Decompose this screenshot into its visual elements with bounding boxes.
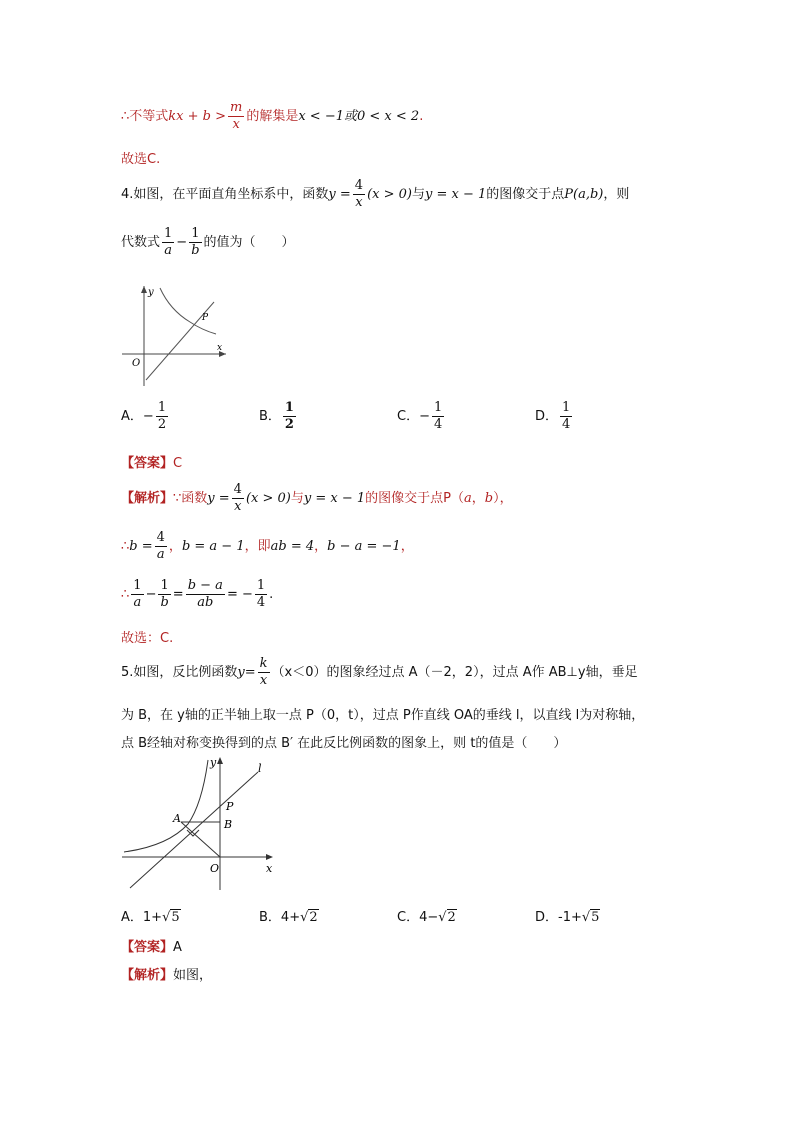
fraction	[156, 400, 168, 433]
condition: (x > 0)	[367, 187, 412, 202]
fraction-m-x	[228, 100, 244, 133]
option-label: A．	[121, 409, 143, 424]
numerator: 1	[562, 400, 571, 415]
denominator: b	[160, 595, 169, 610]
denominator: a	[156, 547, 165, 562]
numerator: 1	[256, 578, 266, 593]
minus-sign: −	[419, 409, 430, 424]
q4-analysis-line3	[121, 578, 273, 611]
comma: ，	[314, 539, 328, 554]
numerator: 1	[158, 578, 170, 595]
q5-option-a[interactable]	[121, 906, 181, 925]
sqrt: √5	[581, 910, 600, 925]
answer-tag: 【答案】	[121, 456, 174, 471]
denominator: ab	[197, 595, 214, 610]
fraction-1-b	[189, 226, 201, 259]
q4-analysis-line2	[121, 530, 414, 563]
radicand: 5	[591, 910, 600, 925]
therefore: ∴	[121, 587, 130, 602]
option-label: B．4+	[259, 910, 301, 925]
q5-answer	[121, 936, 182, 955]
text: 的解集是	[246, 109, 299, 124]
denominator: 4	[433, 417, 443, 432]
linear-function: y = x − 1	[303, 491, 366, 506]
y-label: y	[148, 287, 154, 298]
numerator: m	[230, 100, 243, 115]
answer-value: C	[173, 456, 183, 471]
q5-stem-line2: 为 B，在 y轴的正半轴上取一点 P（0，t），过点 P作直线 OA的垂线 l，以直线 l为对称轴，	[121, 708, 645, 723]
q4-choice: 故选：C.	[121, 631, 174, 646]
text: 代数式	[121, 235, 161, 250]
q4-stem-line1	[121, 178, 629, 211]
o-label: O	[210, 862, 220, 875]
equals: =	[172, 587, 184, 602]
text: 的值为（ ）	[203, 235, 295, 250]
numerator: 4	[354, 178, 364, 193]
q4-option-b[interactable]	[259, 400, 298, 433]
numerator: 1	[133, 578, 142, 593]
denominator: 4	[562, 417, 571, 432]
q5-option-d[interactable]	[535, 906, 600, 925]
fraction	[283, 400, 296, 433]
numerator: k	[259, 656, 268, 671]
denominator: b	[191, 243, 200, 258]
therefore: ∴	[121, 539, 130, 554]
q4-option-d[interactable]	[535, 400, 574, 433]
period: .	[269, 587, 274, 602]
denominator: x	[234, 499, 242, 514]
fraction-1-4	[255, 578, 267, 611]
text: ，即	[244, 539, 271, 554]
solution-set: x < −1或0 < x < 2	[298, 109, 420, 124]
equals-minus: = −	[226, 587, 253, 602]
period: .	[419, 109, 424, 124]
y-axis-arrow	[217, 757, 223, 764]
option-label: C．	[397, 409, 420, 424]
segment-oa	[181, 822, 220, 857]
option-label: A．1+	[121, 910, 163, 925]
fraction-1-b	[158, 578, 170, 611]
numerator: 1	[189, 226, 201, 243]
a-label: A	[173, 812, 181, 825]
var-b: b	[484, 491, 494, 506]
numerator: 4	[233, 482, 242, 497]
fraction-k-x	[258, 656, 270, 689]
y-label: y	[210, 756, 217, 769]
y-axis-arrow	[141, 286, 147, 293]
option-label: D．	[535, 409, 559, 424]
denominator: a	[133, 595, 142, 610]
minus-sign: −	[142, 409, 154, 424]
numerator: 1	[284, 400, 294, 415]
q5-analysis	[121, 964, 212, 983]
fraction	[432, 400, 444, 433]
radicand: 2	[309, 910, 318, 925]
q4-stem-line2	[121, 226, 295, 259]
text: 4.如图，在平面直角坐标系中，函数	[121, 187, 329, 202]
q5-option-b[interactable]	[259, 906, 319, 925]
comma: ，	[471, 491, 485, 506]
text: ，则	[603, 187, 630, 202]
option-label: B．	[259, 409, 281, 424]
numerator: 1	[164, 226, 173, 241]
text: ∵函数	[173, 491, 208, 506]
expr: b = a − 1	[181, 539, 245, 554]
fraction-4-x	[353, 178, 365, 211]
expr: ab = 4	[270, 539, 315, 554]
numerator: 4	[156, 530, 165, 545]
radicand: 5	[171, 910, 180, 925]
q4-answer	[121, 452, 182, 471]
text: （x＜0）的图象经过点 A（－2，2），过点 A作 AB⊥y轴，垂足	[271, 665, 638, 680]
analysis-text: 如图，	[173, 968, 213, 983]
denominator: a	[164, 243, 173, 258]
hyperbola-curve	[160, 288, 216, 334]
sqrt: √2	[300, 910, 318, 925]
var-a: a	[463, 491, 472, 506]
inequality: kx + b >	[168, 109, 226, 124]
y-equals: y =	[328, 187, 351, 202]
numerator: 1	[157, 400, 167, 415]
denominator: x	[259, 673, 268, 688]
q4-analysis-line1	[121, 482, 513, 515]
fraction-4-x	[232, 482, 244, 515]
denominator: 2	[157, 417, 167, 432]
answer-tag: 【答案】	[121, 940, 174, 955]
fraction-1-a	[131, 578, 143, 611]
minus-sign: −	[145, 587, 157, 602]
origin-label: O	[132, 358, 141, 369]
text: 的图像交于点	[486, 187, 565, 202]
choice-line: 故选C.	[121, 152, 161, 167]
text: 的图像交于点P（	[365, 491, 464, 506]
text: ∴不等式	[121, 109, 169, 124]
x-label: x	[217, 343, 223, 353]
text: 5.如图，反比例函数	[121, 665, 238, 680]
q5-option-c[interactable]	[397, 906, 457, 925]
fraction	[560, 400, 572, 433]
text: 与	[411, 187, 425, 202]
denominator: 2	[284, 417, 294, 432]
radicand: 2	[447, 910, 456, 925]
text: 与	[290, 491, 304, 506]
point-p-label: P	[202, 313, 209, 323]
hyperbola-branch	[124, 760, 208, 852]
x-label: x	[266, 862, 273, 875]
expr: b =	[129, 539, 153, 554]
q5-figure	[118, 754, 278, 894]
linear-function: y = x − 1	[424, 187, 487, 202]
analysis-tag: 【解析】	[121, 968, 174, 983]
comma: ，	[400, 539, 414, 554]
y-equals: y=	[237, 665, 256, 680]
condition: (x > 0)	[245, 491, 291, 506]
text: ），	[493, 491, 513, 506]
y-equals: y =	[207, 491, 230, 506]
denominator: x	[232, 117, 240, 132]
x-axis-arrow	[266, 854, 273, 860]
sqrt: √2	[438, 910, 456, 925]
b-label: B	[224, 818, 233, 831]
denominator: 4	[256, 595, 266, 610]
comma: ，	[168, 539, 182, 554]
fraction-b-minus-a-over-ab	[186, 578, 225, 611]
option-label: D．-1+	[535, 910, 582, 925]
expr: b − a = −1	[327, 539, 401, 554]
minus-sign: −	[176, 235, 188, 250]
q4-option-a[interactable]	[121, 400, 170, 433]
fraction-4-a	[155, 530, 167, 563]
fraction-1-a	[162, 226, 174, 259]
l-label: l	[258, 762, 262, 775]
numerator: 1	[433, 400, 443, 415]
denominator: x	[355, 195, 363, 210]
sqrt: √5	[162, 910, 180, 925]
q5-stem-line3: 点 B经轴对称变换得到的点 B′ 在此反比例函数的图象上，则 t的值是（ ）	[121, 736, 567, 751]
p-label: P	[226, 800, 234, 813]
option-label: C．4−	[397, 910, 439, 925]
answer-value: A	[173, 940, 182, 955]
q5-stem-line1	[121, 656, 638, 689]
solution-line	[121, 100, 423, 133]
q4-figure	[118, 282, 233, 390]
analysis-tag: 【解析】	[121, 491, 174, 506]
numerator: b − a	[187, 578, 223, 593]
point-p: P(a,b)	[564, 187, 604, 202]
q4-option-c[interactable]	[397, 400, 446, 433]
line-l	[130, 772, 258, 888]
